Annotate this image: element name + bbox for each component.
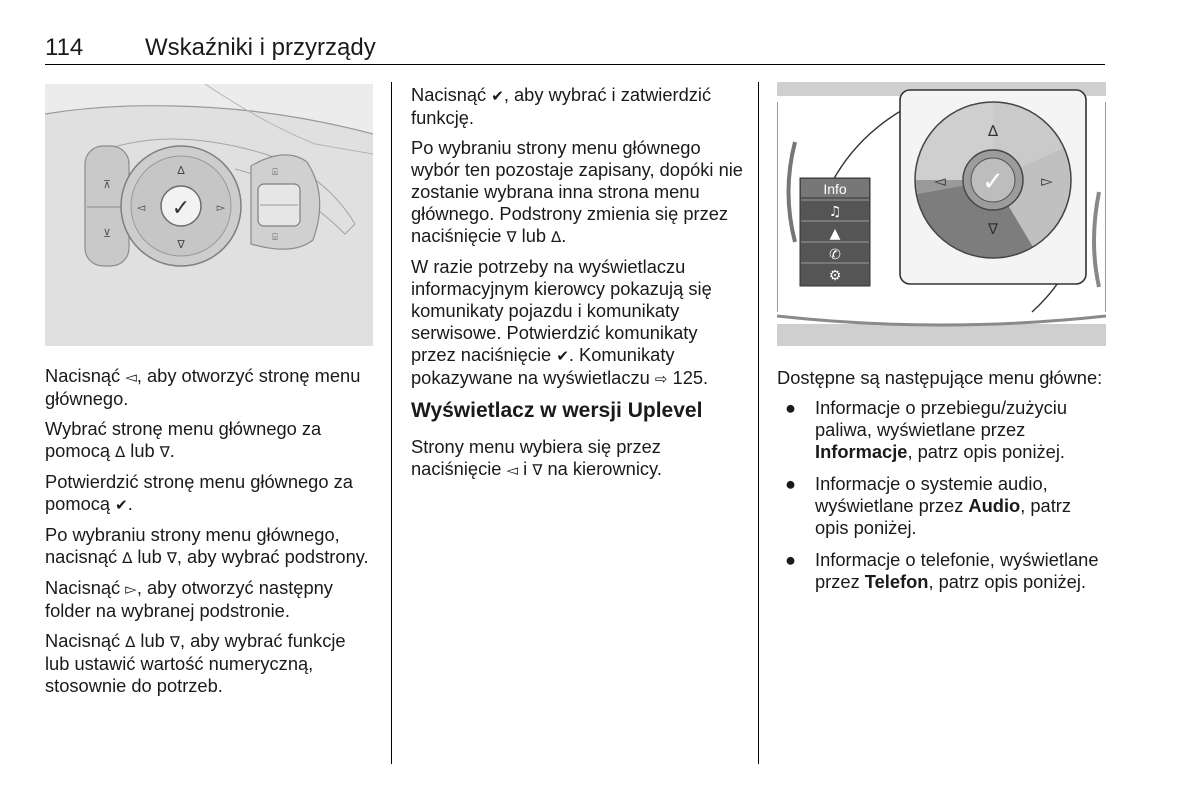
svg-text:∇: ∇ bbox=[987, 220, 999, 238]
svg-text:∆: ∆ bbox=[987, 122, 999, 140]
svg-text:∇: ∇ bbox=[177, 238, 185, 251]
chapter-title: Wskaźniki i przyrządy bbox=[145, 34, 376, 61]
svg-text:✓: ✓ bbox=[982, 167, 1004, 197]
page-number: 114 bbox=[45, 34, 84, 61]
svg-text:⍌: ⍌ bbox=[272, 233, 278, 243]
column-1 bbox=[45, 365, 375, 705]
gear-icon: ⚙ bbox=[828, 268, 842, 284]
svg-text:⍓: ⍓ bbox=[272, 168, 278, 178]
paragraph: Wybrać stronę menu głównego za pomocą ∆ lub ∇. bbox=[45, 418, 322, 461]
steering-wheel-controls-figure bbox=[45, 84, 373, 346]
paragraph: W razie potrzeby na wyświetlaczu informacyjnym kierowcy pokazują się komunikaty pojazdu i komunikaty serwisowe. Potwierdzić komunikaty przez naciśnięcie ✔. Komunikaty pokazywane na wyświetlaczu ⇨ 125. bbox=[411, 256, 712, 388]
header-divider bbox=[45, 64, 1105, 65]
paragraph: Nacisnąć ◅, aby otworzyć stronę menu głównego. bbox=[45, 365, 361, 409]
paragraph: Po wybraniu strony menu głównego wybór ten pozostaje zapisany, dopóki nie zostanie wybrana inna strona menu głównego. Podstrony zmienia się przez naciśnięcie ∇ lub ∆. bbox=[411, 137, 743, 246]
paragraph: Nacisnąć ✔, aby wybrać i zatwierdzić funkcję. bbox=[411, 84, 712, 128]
section-heading: Wyświetlacz w wersji Uplevel bbox=[411, 399, 703, 422]
paragraph: Nacisnąć ▻, aby otworzyć następny folder na wybranej podstronie. bbox=[45, 577, 333, 621]
svg-text:▻: ▻ bbox=[216, 201, 226, 214]
paragraph: Nacisnąć ∆ lub ∇, aby wybrać funkcje lub ustawić wartość numeryczną, stosownie do potrzeb. bbox=[45, 630, 346, 696]
paragraph: Potwierdzić stronę menu głównego za pomocą ✔. bbox=[45, 471, 353, 514]
column-3 bbox=[777, 367, 1107, 603]
paragraph: Strony menu wybiera się przez naciśnięcie ◅ i ∇ na kierownicy. bbox=[411, 436, 662, 479]
column-divider-2 bbox=[758, 82, 759, 764]
svg-text:⊼: ⊼ bbox=[102, 178, 112, 191]
svg-text:⊻: ⊻ bbox=[102, 227, 112, 240]
music-note-icon: ♫ bbox=[828, 204, 842, 220]
navigation-arrow-icon: ▲ bbox=[829, 226, 841, 242]
column-2 bbox=[411, 84, 746, 489]
steering-wheel-illustration bbox=[45, 84, 373, 346]
svg-text:✓: ✓ bbox=[171, 196, 191, 221]
page-header bbox=[45, 34, 1105, 66]
menu-list bbox=[777, 397, 1107, 593]
uplevel-display-figure bbox=[777, 82, 1106, 346]
list-item: ● Informacje o systemie audio, wyświetlane przez Audio, patrz opis poniżej. bbox=[785, 473, 1072, 538]
uplevel-display-illustration bbox=[777, 82, 1106, 346]
phone-icon: ✆ bbox=[829, 247, 841, 263]
menu-item-info: Info bbox=[823, 181, 847, 197]
paragraph: Po wybraniu strony menu głównego, nacisnąć ∆ lub ∇, aby wybrać podstrony. bbox=[45, 524, 369, 567]
column-divider-1 bbox=[391, 82, 392, 764]
list-item: ● Informacje o telefonie, wyświetlane przez Telefon, patrz opis poniżej. bbox=[785, 549, 1099, 592]
paragraph: Dostępne są następujące menu główne: bbox=[777, 367, 1103, 388]
svg-text:∆: ∆ bbox=[177, 164, 185, 177]
svg-text:◅: ◅ bbox=[934, 172, 946, 190]
svg-text:▻: ▻ bbox=[1041, 172, 1053, 190]
list-item: ● Informacje o przebiegu/zużyciu paliwa, wyświetlane przez Informacje, patrz opis poniżej. bbox=[785, 397, 1068, 462]
svg-text:◅: ◅ bbox=[136, 201, 146, 214]
